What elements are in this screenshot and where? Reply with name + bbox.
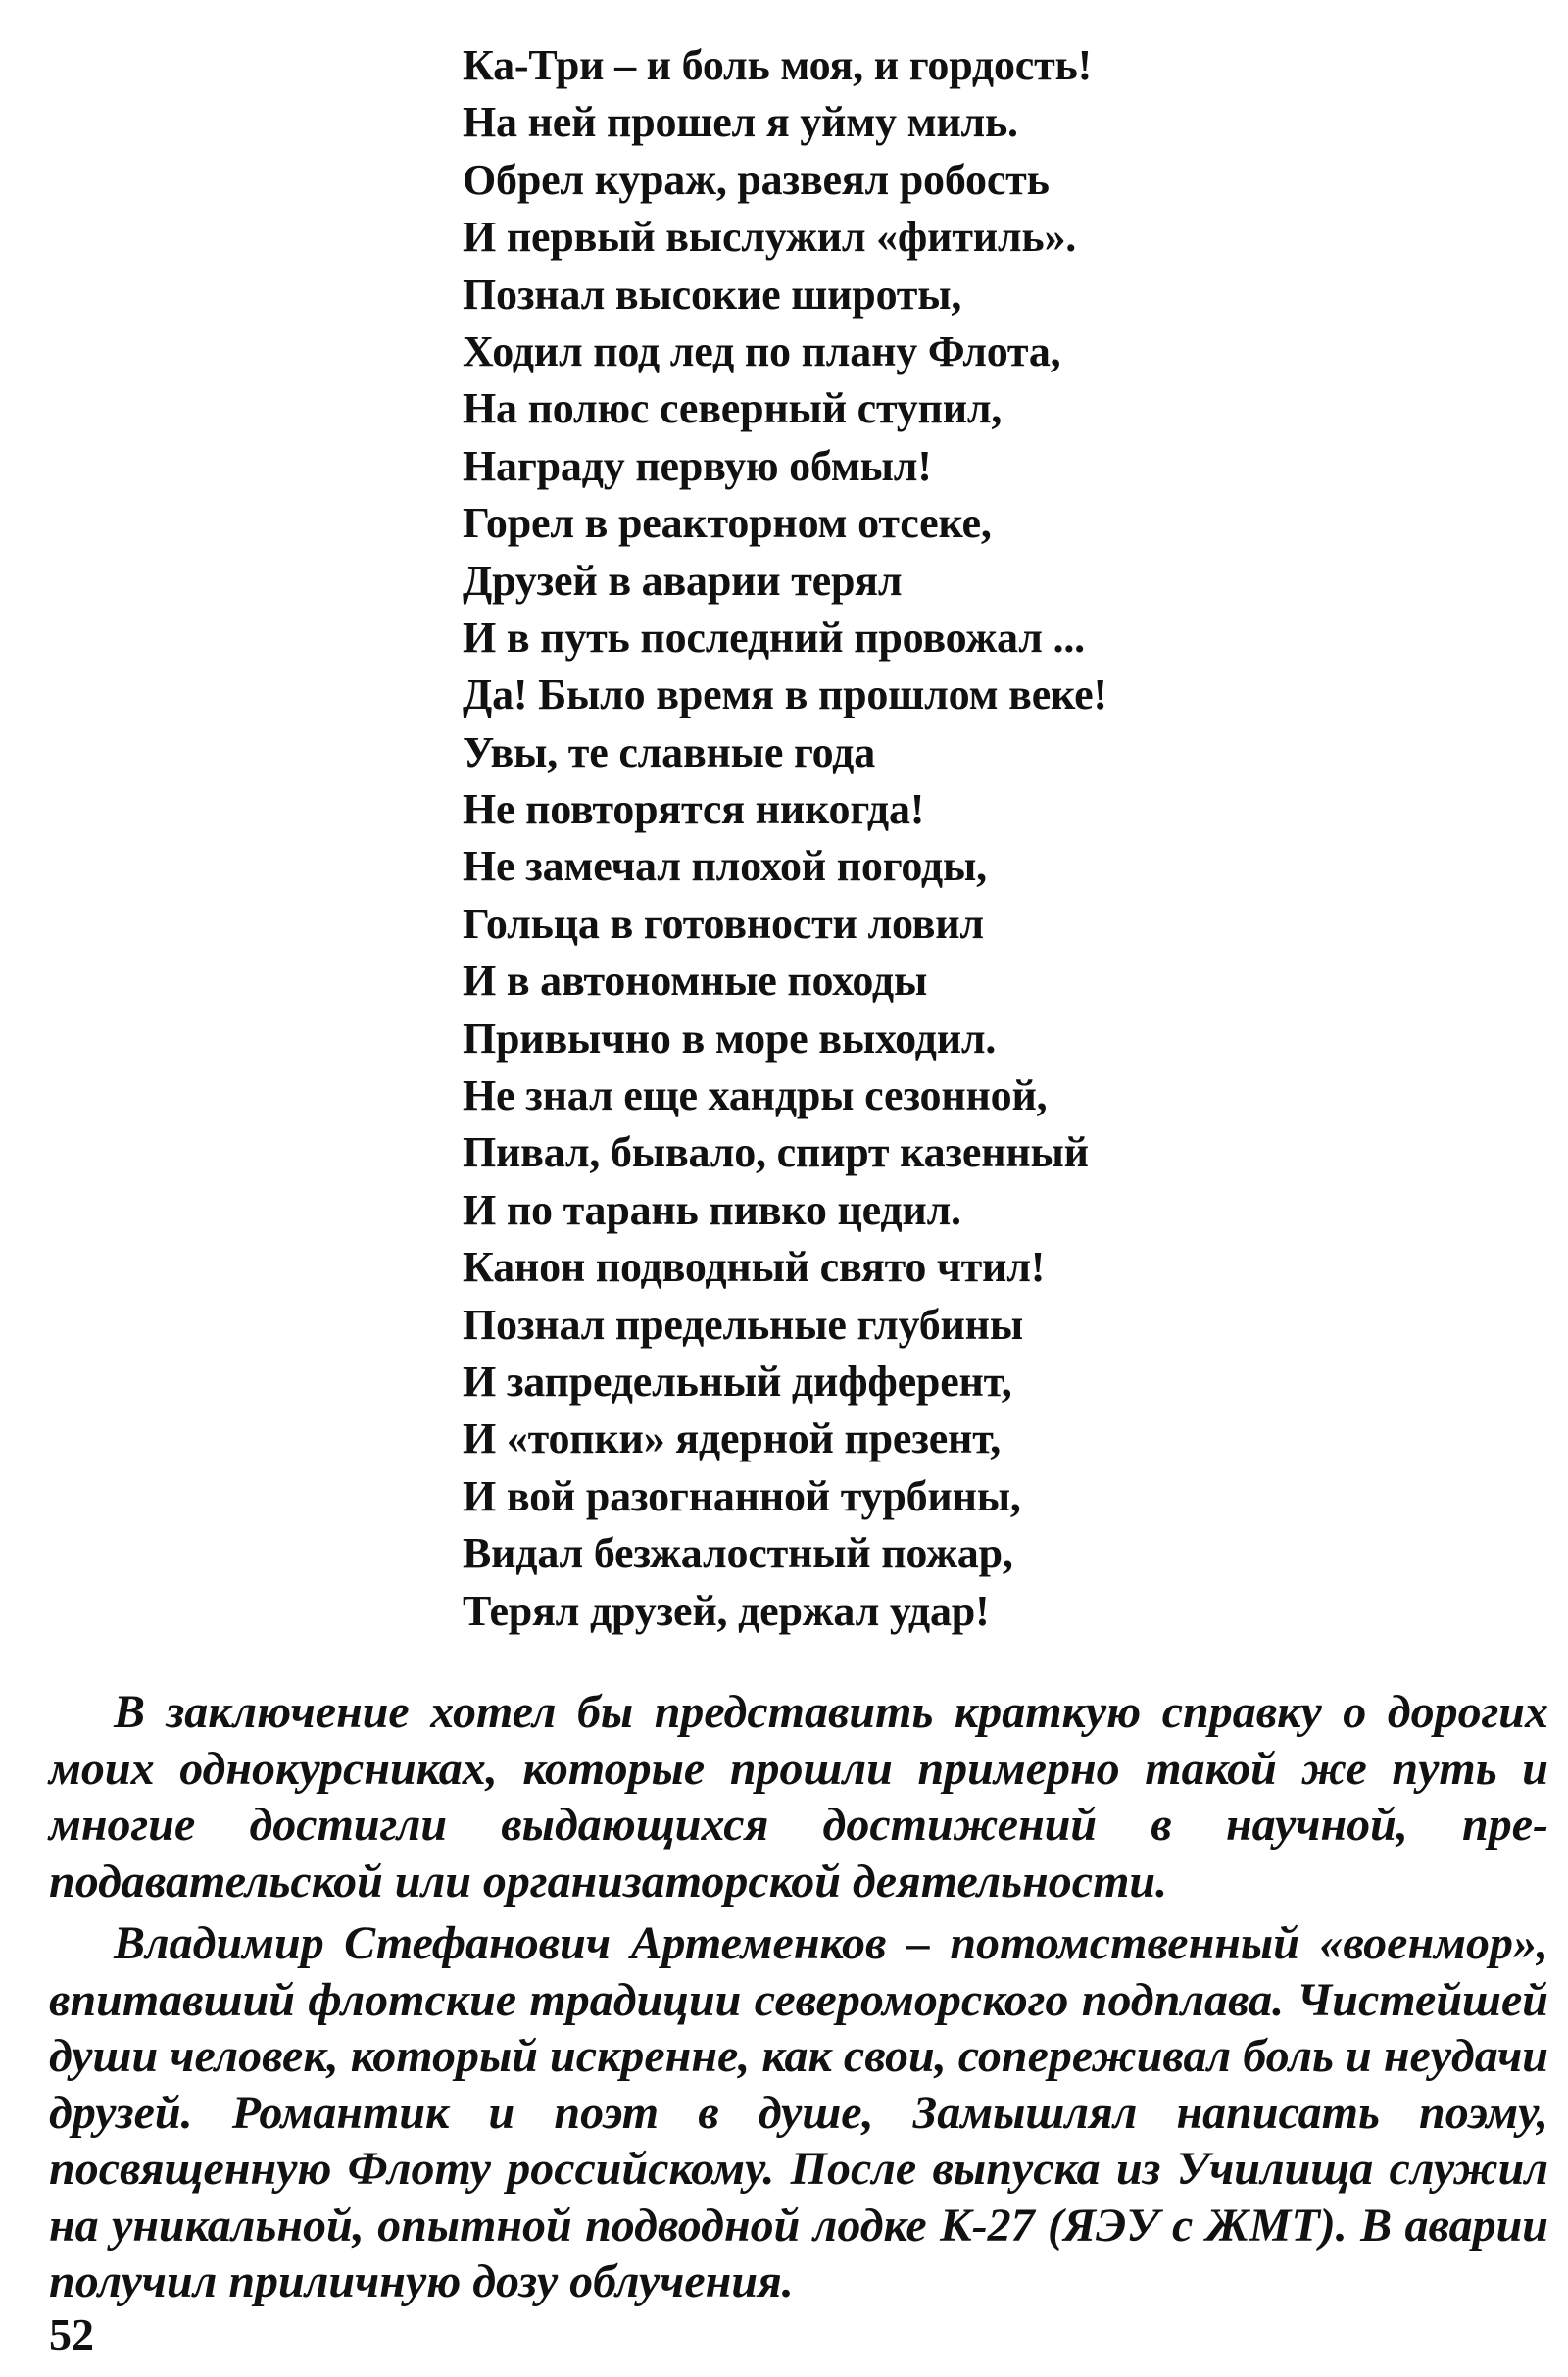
poem-line: И первый выслужил «фитиль». <box>463 213 1077 262</box>
poem-line: И запредельный дифферент, <box>463 1357 1012 1406</box>
poem-line: Ка-Три – и боль моя, и гордость! <box>463 41 1093 89</box>
paragraph-artemenkov: Владимир Стефанович Артеменков – потомственный «военмор», впитавший флотские традиции североморского подплава. Чистейшей души человек, который искренне, как свои, сопереживал боль и неудачи друзей. Романтик и поэт в душе, Замышлял написать поэму, посвященную Флоту российскому. После выпуска из Училища служил на уникальной, опытной подводной лодке К-27 (ЯЭУ с ЖМТ). В аварии получил приличную дозу облучения. <box>49 1917 1548 2307</box>
poem-line: Друзей в аварии терял <box>463 556 903 605</box>
poem-line: Видал безжалостный пожар, <box>463 1529 1013 1578</box>
poem-line: Привычно в море выходил. <box>463 1014 997 1063</box>
paragraph-conclusion: В заключение хотел бы представить краткую справку о дорогих моих однокурсниках, которые прошли примерно такой же путь и многие достигли выдающихся достижений в научной, преподавательской или организаторской деятельности. <box>49 1686 1548 1907</box>
poem-line: Познал высокие широты, <box>463 270 962 319</box>
poem-line: Награду первую обмыл! <box>463 441 932 490</box>
poem-line: И в автономные походы <box>463 957 928 1006</box>
poem-line: Канон подводный свято чтил! <box>463 1243 1046 1292</box>
poem-line: Гольца в готовности ловил <box>463 899 984 948</box>
poem-line: Ходил под лед по плану Флота, <box>463 326 1061 375</box>
poem-line: И вой разогнанной турбины, <box>463 1471 1021 1520</box>
poem-line: Обрел кураж, развеял робость <box>463 155 1050 204</box>
page-number: 52 <box>49 2309 94 2359</box>
poem-line: И «топки» ядерной презент, <box>463 1414 1002 1463</box>
poem-line: На полюс северный ступил, <box>463 384 1003 433</box>
poem-line: Пивал, бывало, спирт казенный <box>463 1128 1089 1177</box>
poem-line: Не повторятся никогда! <box>463 785 925 834</box>
poem-line: Увы, те славные года <box>463 727 876 776</box>
poem-line: Да! Было время в прошлом веке! <box>463 670 1107 719</box>
poem-line: Не замечал плохой погоды, <box>463 842 987 891</box>
poem-line: Познал предельные глубины <box>463 1300 1023 1349</box>
poem-line: Терял друзей, держал удар! <box>463 1586 990 1635</box>
prose-section <box>49 1684 1548 2310</box>
poem-line: Не знал еще хандры сезонной, <box>463 1071 1048 1120</box>
poem-line: И по тарань пивко цедил. <box>463 1185 961 1234</box>
poem <box>463 37 1443 1640</box>
poem-line: На ней прошел я уйму миль. <box>463 98 1018 147</box>
poem-line: Горел в реакторном отсеке, <box>463 499 992 548</box>
poem-line: И в путь последний провожал ... <box>463 613 1085 662</box>
